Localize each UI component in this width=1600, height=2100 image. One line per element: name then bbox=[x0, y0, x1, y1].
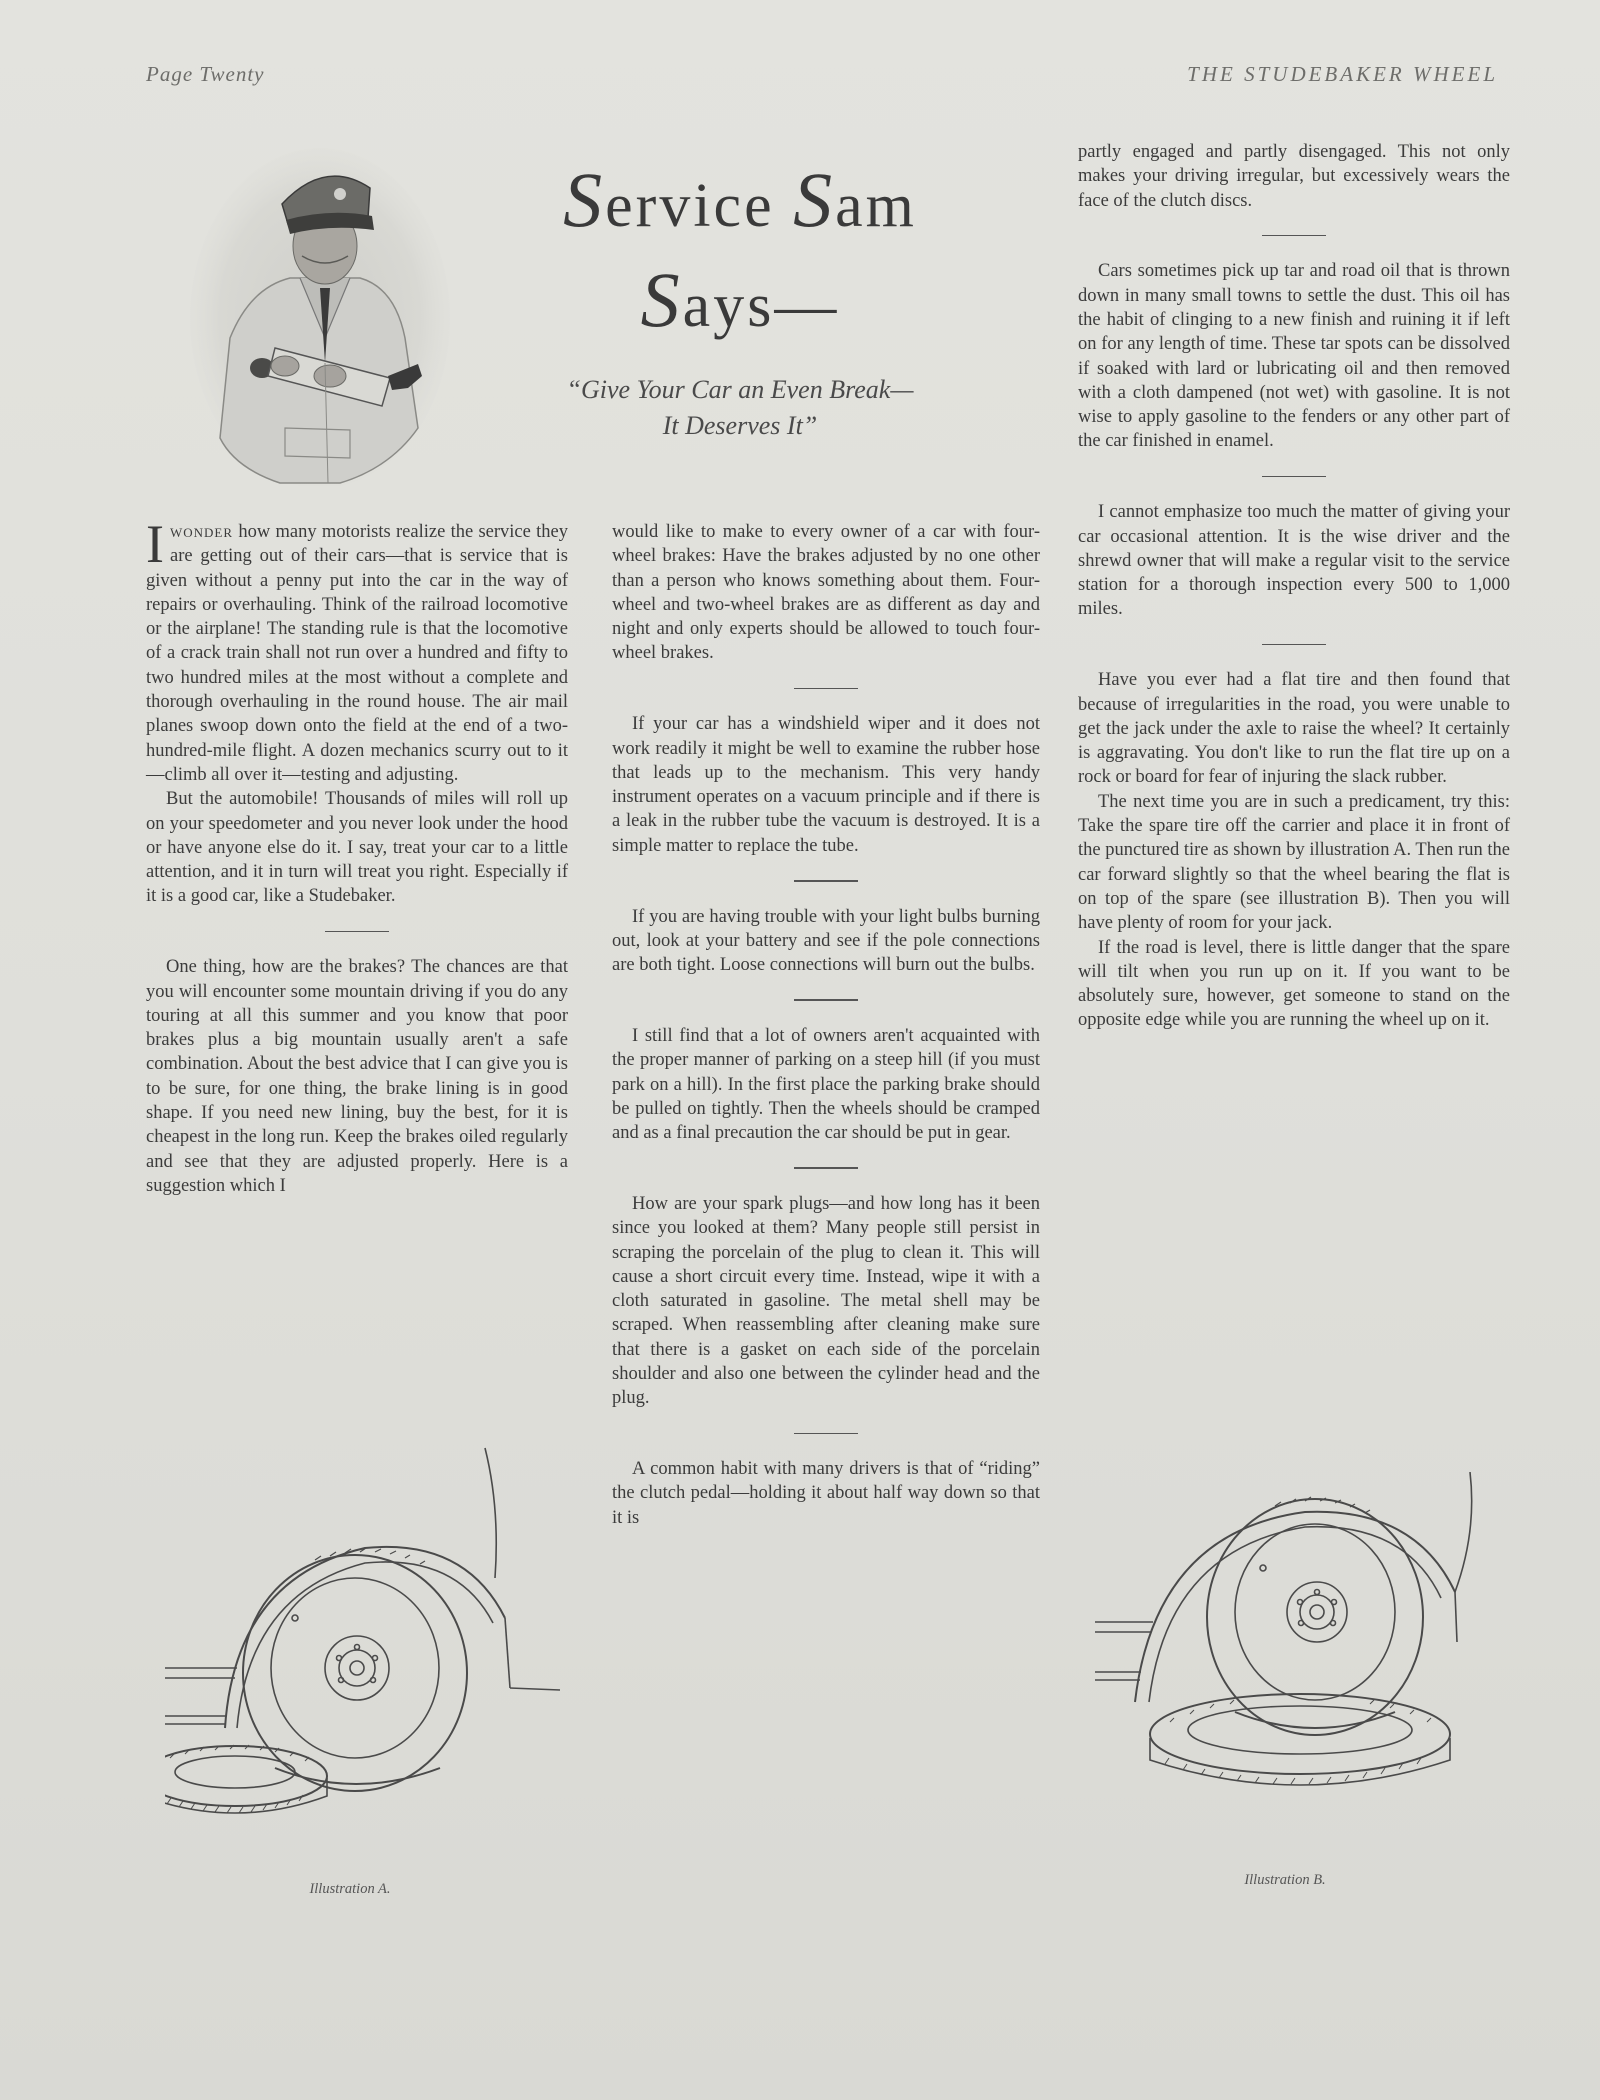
paragraph-text: how many motorists realize the service they are getting out of their cars—that is service that is given without a penny put into the car in the way of repairs or overhauling. Think of the railroad locomotive or the airplane! The standing rule is that the locomotive of a crack train shall not run over a hundred and fifty to two hundred miles at the most without a complete and thorough overhauling in the round house. The air mail planes swoop down onto the field at the end of a two-hundred-mile flight. A dozen mechanics scurry out to it—climb all over it—testing and adjusting. bbox=[146, 522, 568, 785]
section-divider bbox=[794, 1167, 858, 1169]
paragraph: If your car has a windshield wiper and it does not work readily it might be well to examine the rubber hose that leads up to the mechanism. This very handy instrument operates on a vacuum principle and if there is a leak in the rubber tube the vacuum is destroyed. It is a simple matter to replace the tube. bbox=[612, 714, 1040, 856]
service-sam-portrait bbox=[190, 138, 460, 486]
paragraph: The next time you are in such a predicament, try this: Take the spare tire off the carrier and place it in front of the punctured tire as shown by illustration A. Then run the car forward slightly so that the wheel bearing the flat is on top of the spare (see illustration B). Then you will have plenty of room for your jack. bbox=[1078, 791, 1510, 934]
paragraph: I cannot emphasize too much the matter of giving your car occasional attention. It is the wise driver and the shrewd owner that will make a regular visit to the service station for a thorough inspection every 500 to 1,000 miles. bbox=[1078, 502, 1510, 620]
paragraph: If the road is level, there is little danger that the spare will tilt when you run up on it. If you want to be absolutely sure, however, get someone to stand on the opposite edge while you are running the wheel up on it. bbox=[1078, 937, 1510, 1031]
subtitle-line-2: It Deserves It” bbox=[662, 410, 818, 440]
section-divider bbox=[794, 1433, 858, 1435]
paragraph: Cars sometimes pick up tar and road oil that is thrown down in many small towns to settle the dust. This oil has the habit of clinging to a new finish and ruining it if left on for any length of time. These tar spots can be dissolved if soaked with lard or lubricating oil and then removed with a cloth dampened (not wet) with gasoline. It is not wise to apply gasoline to the fenders or any other part of the car finished in enamel. bbox=[1078, 261, 1510, 452]
text-column-2 bbox=[612, 520, 1040, 1530]
illustration-b-drawing bbox=[1095, 1472, 1480, 1882]
publication-title-header: THE STUDEBAKER WHEEL bbox=[1187, 62, 1498, 86]
paragraph: But the automobile! Thousands of miles will roll up on your speedometer and you never look under the hood or have anyone else do it. I say, treat your car to a little attention, and it in turn will treat you right. Especially if it is a good car, like a Studebaker. bbox=[146, 789, 568, 907]
illustration-a-drawing bbox=[165, 1428, 560, 1878]
illustration-b-caption: Illustration B. bbox=[1244, 1872, 1326, 1888]
section-divider bbox=[1262, 235, 1326, 237]
title-cap-s1: S bbox=[563, 156, 606, 243]
title-word-ays: ays— bbox=[682, 271, 840, 340]
title-line-1 bbox=[480, 150, 1000, 250]
title-line-2 bbox=[480, 250, 1000, 350]
page-number-header: Page Twenty bbox=[146, 62, 265, 86]
paragraph: How are your spark plugs—and how long has it been since you looked at them? Many people still persist in scraping the porcelain of the plug to clean it. This will cause a short circuit every time. Instead, wipe it with a cloth saturated in gasoline. The metal shell may be scraped. When reassembling after cleaning make sure that there is a gasket on each side of the porcelain shoulder and also one between the cylinder head and the plug. bbox=[612, 1193, 1040, 1409]
paragraph: One thing, how are the brakes? The chances are that you will encounter some mountain driving if you do any touring at all this summer and you know that poor brakes plus a big mountain usually aren't a safe combination. About the best advice that I can give you is to be sure, for one thing, the brake lining is in good shape. If you need new lining, buy the best, for it is cheapest in the long run. Keep the brakes oiled regularly and see that they are adjusted properly. Here is a suggestion which I bbox=[146, 957, 568, 1196]
paragraph: partly engaged and partly disengaged. This not only makes your driving irregular, but excessively wears the face of the clutch discs. bbox=[1078, 142, 1510, 211]
drop-cap: I bbox=[146, 514, 164, 574]
section-divider bbox=[325, 931, 389, 933]
paragraph: I still find that a lot of owners aren't acquainted with the proper manner of parking on a steep hill (if you must park on a hill). In the first place the parking brake should be pulled on tightly. Then the wheels should be cramped and as a final precaution the car should be put in gear. bbox=[612, 1025, 1040, 1144]
section-divider bbox=[794, 880, 858, 882]
small-caps-lead: wonder bbox=[169, 522, 234, 542]
section-divider bbox=[794, 999, 858, 1001]
text-column-3 bbox=[1078, 140, 1510, 1033]
section-divider bbox=[1262, 476, 1326, 478]
article-title bbox=[480, 150, 1000, 350]
section-divider bbox=[1262, 644, 1326, 646]
paragraph bbox=[146, 514, 568, 787]
subtitle-line-1: “Give Your Car an Even Break— bbox=[566, 375, 914, 404]
title-cap-s2: S bbox=[793, 156, 836, 243]
paragraph: Have you ever had a flat tire and then found that because of irregularities in the road, you were unable to get the jack under the axle to raise the wheel? It certainly is aggravating. You don't like to run the flat tire up on a rock or board for fear of injuring the slack rubber. bbox=[1078, 670, 1510, 788]
illustration-a-caption: Illustration A. bbox=[309, 1881, 391, 1897]
title-word-am: am bbox=[835, 172, 917, 240]
article-subtitle bbox=[480, 372, 1000, 444]
text-column-1 bbox=[146, 514, 568, 1198]
paragraph: A common habit with many drivers is that of “riding” the clutch pedal—holding it about half way down so that it is bbox=[612, 1459, 1040, 1528]
section-divider bbox=[794, 688, 858, 690]
paragraph: would like to make to every owner of a car with four-wheel brakes: Have the brakes adjusted by no one other than a person who knows something about them. Four-wheel and two-wheel brakes are as different as day and night and only experts should be allowed to touch four-wheel brakes. bbox=[612, 522, 1040, 664]
title-word-ervice: ervice bbox=[605, 172, 794, 240]
title-cap-s3: S bbox=[640, 255, 683, 343]
paragraph: If you are having trouble with your light bulbs burning out, look at your battery and see if the pole connections are both tight. Loose connections will burn out the bulbs. bbox=[612, 906, 1040, 976]
